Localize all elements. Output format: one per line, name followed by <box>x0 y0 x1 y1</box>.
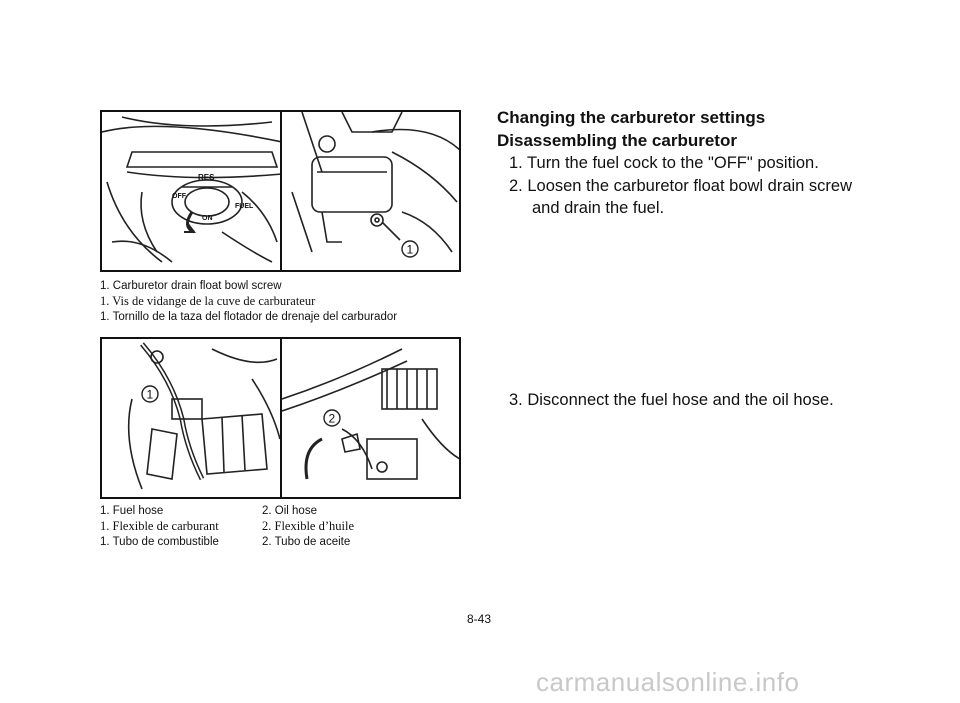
figure-fuel-and-oil-hoses <box>100 337 461 499</box>
callout-1-fuel-hose: 1 <box>146 387 154 402</box>
carburetor-illustration <box>282 112 461 270</box>
fuel-cock-illustration <box>102 112 282 270</box>
page-number: 8-43 <box>467 612 492 626</box>
fig1-caption-en: 1. Carburetor drain float bowl screw <box>100 280 282 292</box>
figure-fuel-cock-and-drain-screw <box>100 110 461 272</box>
watermark: carmanualsonline.info <box>536 667 800 697</box>
fig2-caption-en-2: 2. Oil hose <box>262 505 317 517</box>
step-2-line-2: and drain the fuel. <box>532 199 665 217</box>
fig2-caption-en-1: 1. Fuel hose <box>100 505 164 517</box>
valve-label-fuel: FUEL <box>235 203 254 210</box>
step-2-line-1: 2. Loosen the carburetor float bowl drain screw <box>509 177 853 195</box>
fig2-caption-es-1: 1. Tubo de combustible <box>100 536 219 548</box>
fig2-caption-es-2: 2. Tubo de aceite <box>262 536 351 548</box>
callout-2-oil-hose: 2 <box>328 411 336 426</box>
callout-1-drain-screw: 1 <box>406 242 414 257</box>
subsection-heading: Disassembling the carburetor <box>497 131 737 150</box>
fig1-caption-es: 1. Tornillo de la taza del flotador de drenaje del carburador <box>100 311 398 323</box>
fig2-caption-fr-2: 2. Flexible d’huile <box>262 519 354 533</box>
valve-label-off: OFF <box>172 193 186 200</box>
oil-hose-illustration <box>282 339 461 497</box>
valve-label-on: ON <box>202 215 213 222</box>
fig1-caption-fr: 1. Vis de vidange de la cuve de carburateur <box>100 294 316 308</box>
valve-label-res: RES <box>198 173 215 182</box>
fuel-hose-illustration <box>102 339 282 497</box>
section-heading: Changing the carburetor settings <box>497 108 766 127</box>
fig2-caption-fr-1: 1. Flexible de carburant <box>100 519 219 533</box>
step-1: 1. Turn the fuel cock to the "OFF" position. <box>509 154 819 172</box>
step-3: 3. Disconnect the fuel hose and the oil hose. <box>509 391 834 409</box>
